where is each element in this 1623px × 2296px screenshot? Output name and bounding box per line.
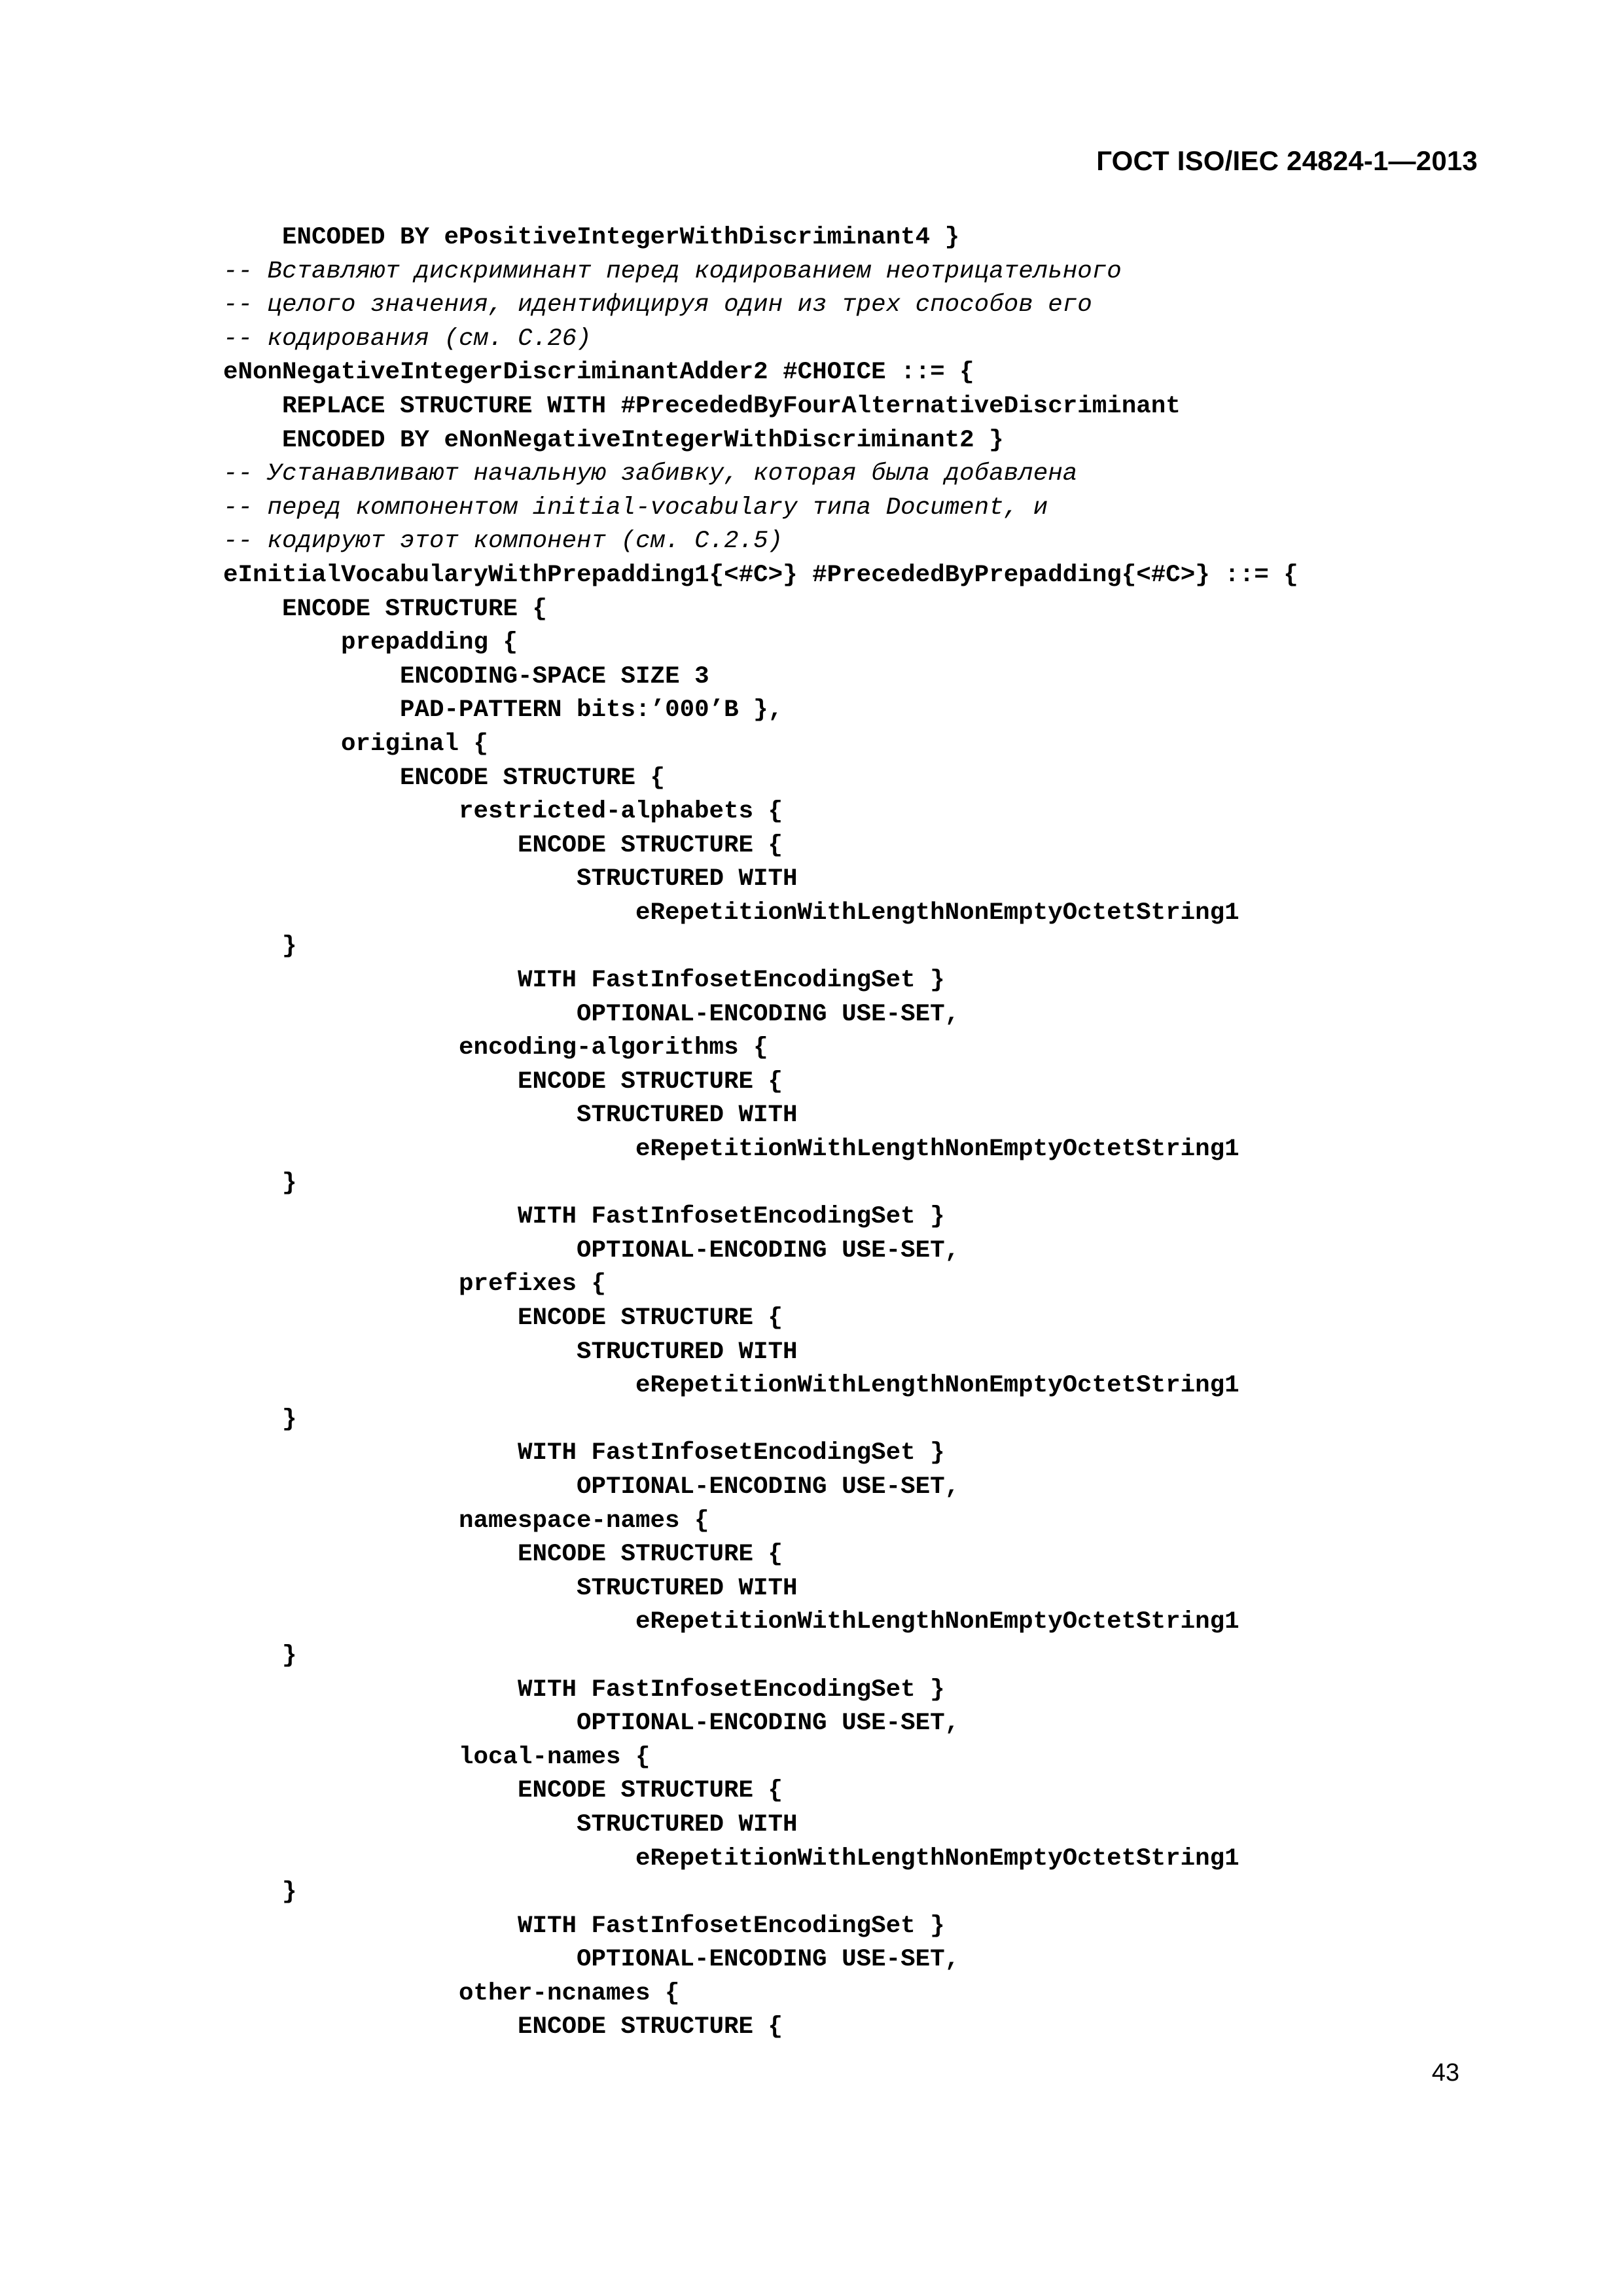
code-line (223, 897, 1532, 931)
code-line (223, 1167, 1532, 1201)
code-line (223, 1437, 1532, 1471)
code-line-text: } (282, 1641, 297, 1670)
code-line (223, 2011, 1532, 2045)
code-line-text: ENCODE STRUCTURE { (400, 764, 666, 792)
code-line (223, 795, 1532, 829)
code-line-text: REPLACE STRUCTURE WITH #PrecededByFourAlternativeDiscriminant (282, 392, 1181, 420)
code-line (223, 390, 1532, 424)
code-line (223, 964, 1532, 998)
code-line-text: OPTIONAL-ENCODING USE-SET, (577, 1473, 960, 1501)
code-line-text: } (282, 1405, 297, 1433)
code-line (223, 626, 1532, 660)
code-line-text: STRUCTURED WITH (577, 1574, 798, 1602)
code-line (223, 1200, 1532, 1234)
code-line (223, 1707, 1532, 1741)
code-comment-line (223, 525, 1532, 559)
code-comment-line (223, 255, 1532, 289)
code-line (223, 1842, 1532, 1876)
code-line (223, 1234, 1532, 1268)
code-line-text: STRUCTURED WITH (577, 865, 798, 893)
code-line-text: local-names { (459, 1743, 651, 1771)
code-line-text: OPTIONAL-ENCODING USE-SET, (577, 1710, 960, 1738)
code-line-text: eNonNegativeIntegerDiscriminantAdder2 #CHOICE ::= { (223, 359, 974, 387)
code-line-text: -- перед компонентом initial-vocabulary типа Document, и (223, 493, 1048, 522)
code-line (223, 1268, 1532, 1302)
code-line (223, 930, 1532, 964)
code-line (223, 1605, 1532, 1640)
code-line-text: ENCODE STRUCTURE { (518, 1777, 783, 1805)
code-line-text: ENCODE STRUCTURE { (518, 1541, 783, 1569)
code-line (223, 559, 1532, 593)
code-line (223, 863, 1532, 897)
code-line-text: prepadding { (341, 629, 518, 657)
code-line (223, 998, 1532, 1032)
code-line (223, 1031, 1532, 1066)
code-line (223, 1133, 1532, 1167)
code-line (223, 424, 1532, 458)
code-line (223, 1943, 1532, 1977)
code-line-text: eRepetitionWithLengthNonEmptyOctetString1 (635, 899, 1240, 927)
code-line-text: restricted-alphabets { (459, 798, 783, 826)
code-line-text: eInitialVocabularyWithPrepadding1{<#C>} #PrecededByPrepadding{<#C>} ::= { (223, 561, 1298, 589)
code-line-text: -- кодирования (см. С.26) (223, 325, 592, 353)
code-line-text: eRepetitionWithLengthNonEmptyOctetString1 (635, 1372, 1240, 1400)
code-line (223, 1538, 1532, 1572)
code-comment-line (223, 323, 1532, 357)
code-line (223, 1910, 1532, 1944)
code-line-text: OPTIONAL-ENCODING USE-SET, (577, 1000, 960, 1028)
code-line-text: OPTIONAL-ENCODING USE-SET, (577, 1946, 960, 1974)
code-line-text: PAD-PATTERN bits:’000’B }, (400, 696, 783, 725)
code-line (223, 1099, 1532, 1133)
code-line-text: eRepetitionWithLengthNonEmptyOctetString1 (635, 1608, 1240, 1636)
code-line-text: WITH FastInfosetEncodingSet } (518, 1439, 945, 1467)
code-line-text: } (282, 1878, 297, 1907)
code-line-text: eRepetitionWithLengthNonEmptyOctetString1 (635, 1844, 1240, 1873)
code-line-text: WITH FastInfosetEncodingSet } (518, 967, 945, 995)
code-line-text: -- кодируют этот компонент (см. С.2.5) (223, 528, 783, 556)
code-line-text: eRepetitionWithLengthNonEmptyOctetString1 (635, 1136, 1240, 1164)
code-line (223, 1741, 1532, 1775)
code-line-text: WITH FastInfosetEncodingSet } (518, 1203, 945, 1231)
code-line-text: -- Устанавливают начальную забивку, которая была добавлена (223, 460, 1078, 488)
code-line (223, 1471, 1532, 1505)
code-line (223, 1066, 1532, 1100)
document-header: ГОСТ ISO/IEC 24824-1—2013 (1096, 145, 1478, 176)
code-line (223, 1302, 1532, 1336)
code-line-text: encoding-algorithms { (459, 1034, 768, 1062)
code-line-text: ENCODED BY eNonNegativeIntegerWithDiscriminant2 } (282, 426, 1004, 454)
code-line-text: } (282, 933, 297, 961)
code-comment-line (223, 457, 1532, 492)
code-line-text: ENCODE STRUCTURE { (282, 595, 548, 623)
code-comment-line (223, 289, 1532, 323)
code-comment-line (223, 492, 1532, 526)
code-line-text: -- целого значения, идентифицируя один из трех способов его (223, 291, 1092, 319)
code-line-text: STRUCTURED WITH (577, 1810, 798, 1839)
code-line-text: OPTIONAL-ENCODING USE-SET, (577, 1236, 960, 1265)
code-line-text: original { (341, 730, 489, 758)
code-line-text: STRUCTURED WITH (577, 1102, 798, 1130)
code-line-text: WITH FastInfosetEncodingSet } (518, 1912, 945, 1940)
code-line-text: ENCODE STRUCTURE { (518, 2013, 783, 2041)
code-line (223, 221, 1532, 255)
code-line-text: ENCODE STRUCTURE { (518, 1304, 783, 1332)
code-line (223, 1369, 1532, 1403)
code-line (223, 1403, 1532, 1437)
code-line (223, 728, 1532, 762)
code-line (223, 1808, 1532, 1842)
code-line (223, 1977, 1532, 2011)
code-line-text: other-ncnames { (459, 1979, 680, 2007)
code-line (223, 593, 1532, 627)
code-line-text: prefixes { (459, 1270, 607, 1299)
code-line-text: ENCODE STRUCTURE { (518, 831, 783, 859)
code-line (223, 356, 1532, 390)
code-line (223, 829, 1532, 863)
code-line (223, 660, 1532, 694)
code-line-text: ENCODED BY ePositiveIntegerWithDiscriminant4 } (282, 224, 960, 251)
code-line (223, 1674, 1532, 1708)
code-line (223, 694, 1532, 728)
code-line (223, 1572, 1532, 1606)
code-line (223, 1336, 1532, 1370)
code-line-text: ENCODE STRUCTURE { (518, 1067, 783, 1096)
code-line (223, 1774, 1532, 1808)
code-line-text: namespace-names { (459, 1507, 709, 1535)
code-line-text: -- Вставляют дискриминант перед кодированием неотрицательного (223, 257, 1122, 285)
code-line-text: STRUCTURED WITH (577, 1338, 798, 1366)
code-line-text: WITH FastInfosetEncodingSet } (518, 1676, 945, 1704)
code-line (223, 1505, 1532, 1539)
page-number: 43 (1431, 2059, 1459, 2087)
code-listing (223, 221, 1532, 2045)
code-line-text: ENCODING-SPACE SIZE 3 (400, 662, 709, 691)
code-line (223, 1876, 1532, 1910)
code-line-text: } (282, 1169, 297, 1197)
code-line (223, 762, 1532, 796)
code-line (223, 1640, 1532, 1674)
